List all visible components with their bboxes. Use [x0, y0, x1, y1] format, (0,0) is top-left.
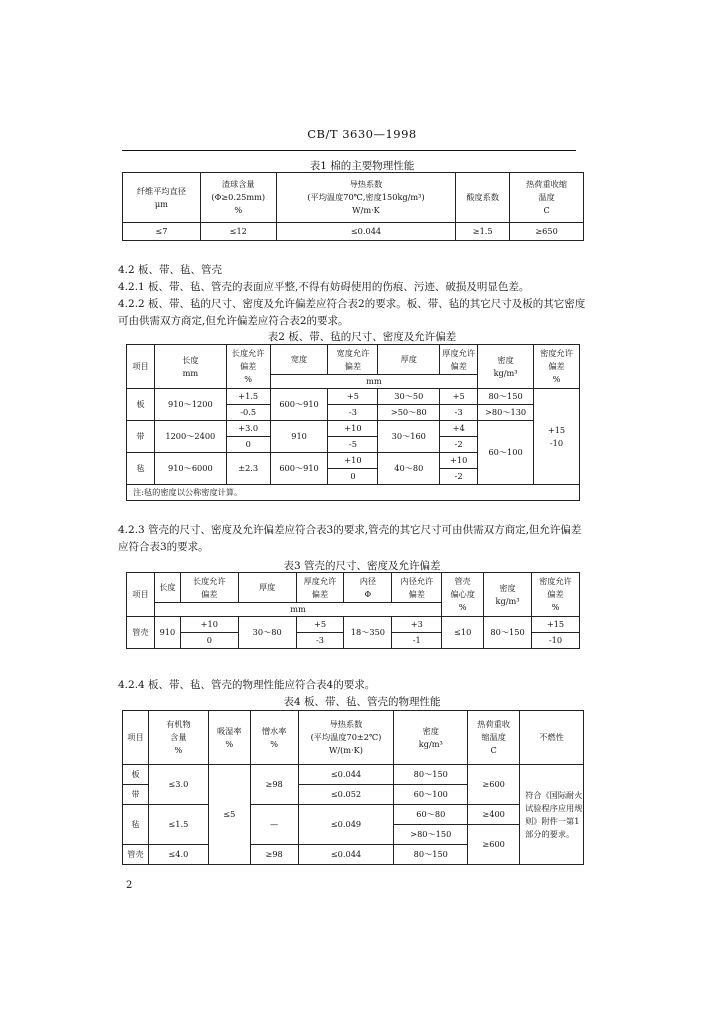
t3-h-density: 密度 kg/m³ — [484, 573, 532, 617]
t2-cell: +5 — [328, 389, 378, 405]
t3-h-item: 项目 — [127, 573, 155, 617]
t1-cell: ≥650 — [510, 223, 584, 241]
t4-cell: ≤5 — [208, 765, 250, 865]
t2-cell: >80～130 — [478, 405, 534, 421]
t4-cell: >80～150 — [394, 825, 468, 845]
t4-cell: ≤0.044 — [298, 765, 394, 785]
table3 — [126, 572, 580, 649]
t1-h-diameter: 纤维平均直径 μm — [123, 173, 201, 223]
t1-h-acidity: 酸度系数 — [456, 173, 510, 223]
t4-cell: ≥98 — [250, 765, 298, 805]
t3-cell: +3 — [392, 617, 442, 633]
t3-cell: -10 — [532, 633, 580, 649]
t2-h-thickness-dev: 厚度允许 偏差 — [440, 345, 478, 375]
t4-row-guanke: 管壳 — [123, 845, 149, 865]
t2-cell: ±2.3 — [226, 453, 270, 485]
t3-cell: -3 — [296, 633, 344, 649]
t2-density-dev: +15 -10 — [534, 389, 580, 485]
t2-cell: >50～80 — [378, 405, 440, 421]
t2-cell: 0 — [328, 469, 378, 485]
t2-row-dai: 带 — [127, 421, 155, 453]
t2-cell: 600～910 — [270, 389, 328, 421]
t1-h-shot: 渣球含量 (Φ≥0.25mm) % — [200, 173, 276, 223]
t4-row-zhan: 毡 — [123, 805, 149, 845]
t2-cell: -5 — [328, 437, 378, 453]
t3-cell: 30～80 — [238, 617, 296, 649]
t1-h-conductivity: 导热系数 (平均温度70℃,密度150kg/m³) W/m·K — [276, 173, 456, 223]
t4-h-item: 项目 — [123, 711, 149, 765]
t1-cell: ≤12 — [200, 223, 276, 241]
t3-h-unit-mm: mm — [154, 603, 441, 617]
t3-cell: 18～350 — [344, 617, 392, 649]
t2-cell: 0 — [226, 437, 270, 453]
table2 — [126, 344, 580, 501]
t2-h-width: 宽度 — [270, 345, 328, 375]
t4-h-repellency: 憎水率 % — [250, 711, 298, 765]
t3-h-inner-diameter-dev: 内径允许 偏差 — [392, 573, 442, 603]
t3-cell: +5 — [296, 617, 344, 633]
t1-cell: ≤0.044 — [276, 223, 456, 241]
section-4-2: 4.2 板、带、毡、管壳 — [118, 264, 223, 276]
t4-cell: ≥600 — [468, 825, 520, 865]
page-number: 2 — [126, 880, 133, 891]
t1-h-shrink: 热荷重收缩 温度 C — [510, 173, 584, 223]
t4-h-shrink: 热荷重收 缩温度 C — [468, 711, 520, 765]
t2-cell: -2 — [440, 437, 478, 453]
t2-cell: 910 — [270, 421, 328, 453]
t2-cell: 910～1200 — [154, 389, 226, 421]
t4-cell: ≤4.0 — [148, 845, 208, 865]
t4-cell: ≤0.052 — [298, 785, 394, 805]
t2-cell: 80～150 — [478, 389, 534, 405]
t3-cell: 0 — [180, 633, 238, 649]
t2-cell: -3 — [328, 405, 378, 421]
header-rule — [122, 150, 576, 151]
t2-cell: 30～50 — [378, 389, 440, 405]
page-header: CB/T 3630—1998 — [307, 127, 417, 141]
para-4-2-1: 4.2.1 板、带、毡、管壳的表面应平整,不得有妨碍使用的伤痕、污迹、破损及明显色差。 — [118, 281, 530, 293]
t2-cell: 40～80 — [378, 453, 440, 485]
t2-cell: 60～100 — [478, 421, 534, 485]
t1-cell: ≥1.5 — [456, 223, 510, 241]
t3-h-thickness-dev: 厚度允许 偏差 — [296, 573, 344, 603]
t4-h-nonflammability: 不燃性 — [520, 711, 584, 765]
t2-h-unit-mm: mm — [270, 375, 477, 389]
t2-cell: 1200～2400 — [154, 421, 226, 453]
t4-cell: 80～150 — [394, 845, 468, 865]
t4-row-dai: 带 — [123, 785, 149, 805]
para-4-2-3: 4.2.3 管壳的尺寸、密度及允许偏差应符合表3的要求,管壳的其它尺寸可由供需双方商定,但允许偏差应符合表3的要求。 — [118, 524, 582, 553]
t2-row-zhan: 毡 — [127, 453, 155, 485]
t4-cell: ≤3.0 — [148, 765, 208, 805]
table4-caption: 表4 板、带、毡、管壳的物理性能 — [283, 696, 441, 708]
t2-h-density-dev: 密度允许 偏差 % — [534, 345, 580, 389]
t2-h-thickness: 厚度 — [378, 345, 440, 375]
t2-cell: -3 — [440, 405, 478, 421]
t2-h-width-dev: 宽度允许 偏差 — [328, 345, 378, 375]
t2-cell: -2 — [440, 469, 478, 485]
table4 — [122, 710, 584, 865]
para-4-2-2: 4.2.2 板、带、毡的尺寸、密度及允许偏差应符合表2的要求。板、带、毡的其它尺寸及板的其它密度可由供需双方商定,但允许偏差应符合表2的要求。 — [118, 298, 586, 327]
t4-h-absorption: 吸湿率 % — [208, 711, 250, 765]
table3-caption: 表3 管壳的尺寸、密度及允许偏差 — [283, 560, 441, 572]
t2-cell: +3.0 — [226, 421, 270, 437]
t4-fire-text: 符合《国际耐火试验程序应用规则》附件一第1部分的要求。 — [520, 765, 584, 865]
t4-cell: 80～150 — [394, 765, 468, 785]
t4-h-conductivity: 导热系数 (平均温度70±2℃) W/(m·K) — [298, 711, 394, 765]
t3-h-length-dev: 长度允许 偏差 — [180, 573, 238, 603]
t3-cell: +15 — [532, 617, 580, 633]
t2-h-item: 项目 — [127, 345, 155, 389]
t2-cell: +1.5 — [226, 389, 270, 405]
t4-cell: — — [250, 805, 298, 845]
t4-cell: ≥98 — [250, 845, 298, 865]
t4-h-organic: 有机物 含量 % — [148, 711, 208, 765]
t2-cell: 600～910 — [270, 453, 328, 485]
t2-note: 注:毡的密度以公称密度计算。 — [127, 485, 580, 501]
t4-cell: ≥400 — [468, 805, 520, 825]
t4-cell: ≥600 — [468, 765, 520, 805]
t3-cell: ≤10 — [442, 617, 484, 649]
t3-cell: 910 — [154, 617, 180, 649]
t2-cell: +10 — [328, 453, 378, 469]
table1-caption: 表1 棉的主要物理性能 — [309, 160, 415, 172]
t2-cell: 910～6000 — [154, 453, 226, 485]
t4-cell: ≤1.5 — [148, 805, 208, 845]
t2-cell: +10 — [440, 453, 478, 469]
t2-h-density: 密度 kg/m³ — [478, 345, 534, 389]
t2-cell: +10 — [328, 421, 378, 437]
t4-cell: ≤0.044 — [298, 845, 394, 865]
t2-cell: +5 — [440, 389, 478, 405]
t3-h-inner-diameter: 内径 Φ — [344, 573, 392, 603]
t3-cell: 80～150 — [484, 617, 532, 649]
t2-cell: 30～160 — [378, 421, 440, 453]
t4-cell: ≤0.049 — [298, 805, 394, 845]
t2-h-length: 长度 mm — [154, 345, 226, 389]
t3-h-eccentricity: 管壳 偏心度 % — [442, 573, 484, 617]
t3-cell: +10 — [180, 617, 238, 633]
t2-h-length-dev: 长度允许 偏差 % — [226, 345, 270, 389]
t2-row-ban: 板 — [127, 389, 155, 421]
t4-h-density: 密度 kg/m³ — [394, 711, 468, 765]
t1-cell: ≤7 — [123, 223, 201, 241]
t2-cell: -0.5 — [226, 405, 270, 421]
t3-h-thickness: 厚度 — [238, 573, 296, 603]
t4-row-ban: 板 — [123, 765, 149, 785]
t4-cell: 60～100 — [394, 785, 468, 805]
t3-row-guanke: 管壳 — [127, 617, 155, 649]
t2-cell: +4 — [440, 421, 478, 437]
table2-caption: 表2 板、带、毡的尺寸、密度及允许偏差 — [267, 331, 457, 343]
table1 — [122, 172, 584, 241]
t4-cell: 60～80 — [394, 805, 468, 825]
para-4-2-4: 4.2.4 板、带、毡、管壳的物理性能应符合表4的要求。 — [118, 679, 376, 691]
t3-h-length: 长度 — [154, 573, 180, 603]
t3-cell: -1 — [392, 633, 442, 649]
t3-h-density-dev: 密度允许 偏差 % — [532, 573, 580, 617]
